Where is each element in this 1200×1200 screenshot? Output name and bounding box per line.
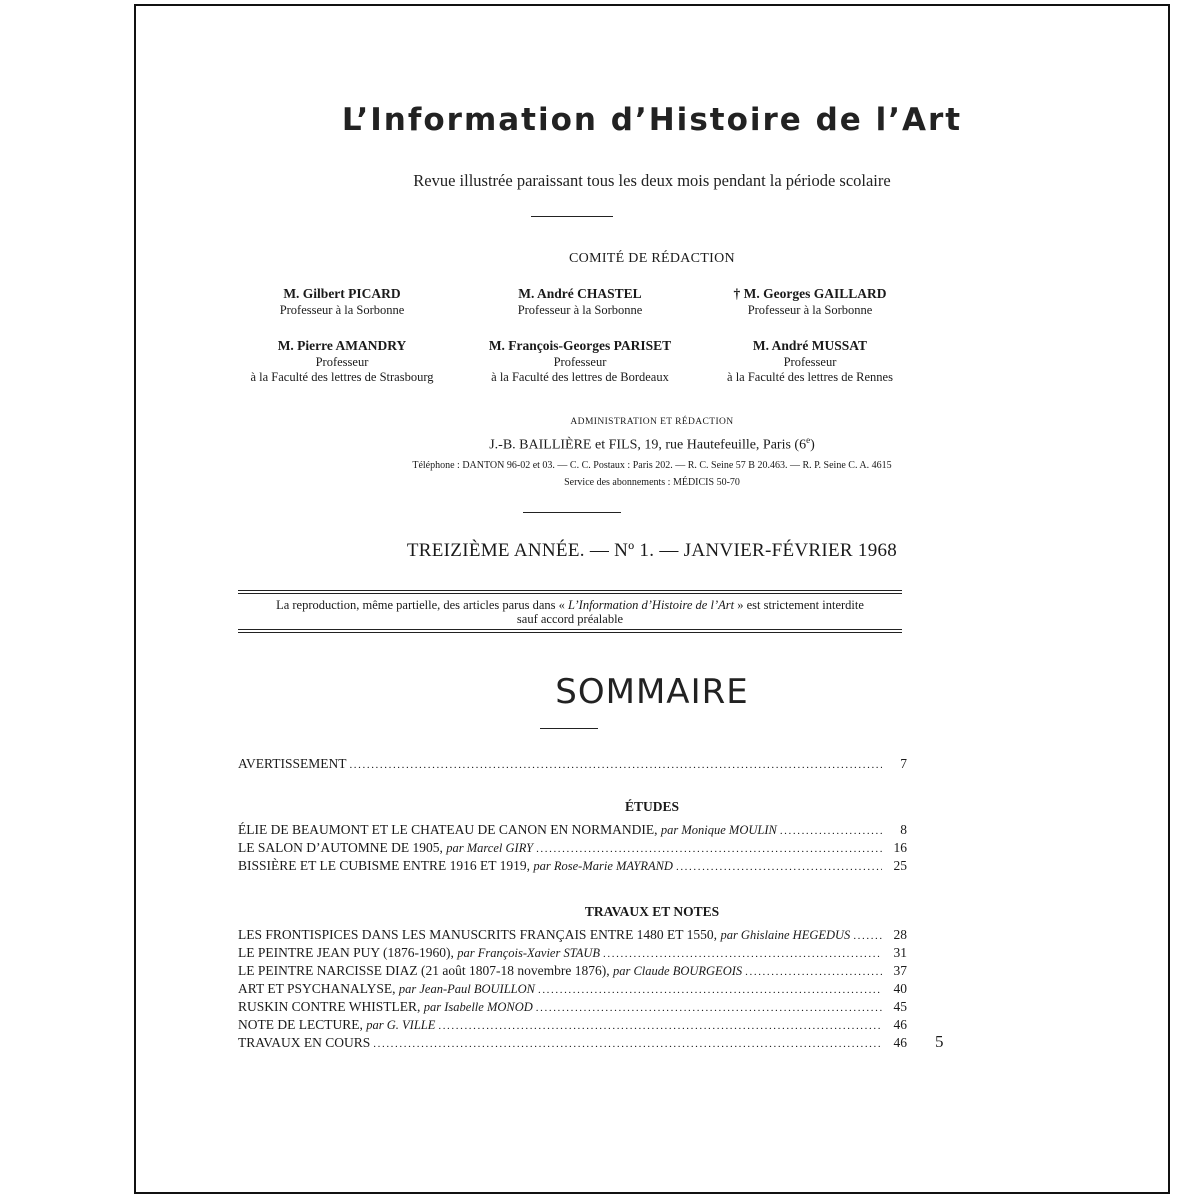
committee-heading: COMITÉ DE RÉDACTION	[569, 251, 735, 266]
article-title: LE PEINTRE NARCISSE DIAZ (21 août 1807-18 novembre 1876),	[238, 963, 613, 978]
leader-dots	[538, 981, 882, 999]
article-author-prefix: par Jean-Paul	[398, 982, 474, 996]
toc-entry[interactable]	[238, 944, 907, 963]
toc-entry-title	[238, 839, 533, 857]
member-title: Professeur	[783, 355, 837, 369]
toc-entry-title	[238, 962, 742, 980]
toc-entry[interactable]	[238, 926, 907, 945]
article-title: NOTE DE LECTURE,	[238, 1017, 367, 1032]
toc-page-number: 7	[900, 756, 907, 771]
toc-entry-title	[238, 857, 673, 875]
toc-entry[interactable]	[238, 1016, 907, 1035]
toc-page-number: 31	[893, 945, 907, 960]
article-author: STAUB	[563, 946, 601, 960]
toc-entry[interactable]	[238, 980, 907, 999]
notice-text-end: » est strictement interdite	[734, 598, 864, 612]
leader-dots	[603, 945, 882, 963]
leader-dots	[349, 756, 882, 774]
notice-rule-bottom	[238, 632, 902, 633]
divider	[523, 512, 621, 513]
notice-rule-top	[238, 590, 902, 591]
notice-second-line: sauf accord préalable	[516, 612, 624, 626]
leader-dots	[373, 1035, 882, 1053]
committee-member	[209, 337, 475, 385]
issue-line: TREIZIÈME ANNÉE. — Nº 1. — JANVIER-FÉVRIER 1968	[406, 540, 898, 561]
divider	[540, 728, 598, 729]
member-name: M. Gilbert PICARD	[283, 286, 401, 301]
toc-page-number: 16	[893, 840, 907, 855]
article-title: LES FRONTISPICES DANS LES MANUSCRITS FRANÇAIS ENTRE 1480 ET 1550,	[238, 927, 721, 942]
publisher-text-end: )	[810, 437, 815, 453]
toc-entry-title	[238, 926, 850, 944]
article-title: LE PEINTRE JEAN PUY (1876-1960),	[238, 945, 458, 960]
article-title: RUSKIN CONTRE WHISTLER,	[238, 999, 424, 1014]
journal-subtitle: Revue illustrée paraissant tous les deux mois pendant la période scolaire	[413, 171, 891, 190]
article-author: GIRY	[505, 841, 534, 855]
toc-page-number: 45	[893, 999, 907, 1014]
section-heading-travaux-et-notes: TRAVAUX ET NOTES	[584, 904, 720, 919]
administration-heading: ADMINISTRATION ET RÉDACTION	[570, 417, 734, 427]
toc-entry-title	[238, 1016, 435, 1034]
committee-member	[677, 337, 943, 385]
leader-dots	[853, 927, 882, 945]
toc-entry[interactable]	[238, 755, 907, 774]
notice-rule-bottom-inner	[238, 629, 902, 630]
toc-entry[interactable]	[238, 1034, 907, 1053]
toc-entry[interactable]	[238, 821, 907, 840]
member-name: M. Pierre AMANDRY	[277, 338, 407, 353]
article-author-prefix: par Rose-Marie	[533, 859, 617, 873]
article-author-prefix: par Marcel	[446, 841, 506, 855]
toc-entry-title	[238, 755, 346, 773]
toc-page-number: 40	[893, 981, 907, 996]
member-name: M. André MUSSAT	[752, 338, 868, 353]
member-title: Professeur	[315, 355, 369, 369]
article-author-prefix: par Isabelle	[423, 1000, 487, 1014]
member-title: Professeur à la Sorbonne	[517, 303, 643, 317]
member-title: Professeur à la Sorbonne	[279, 303, 405, 317]
toc-page-number: 25	[893, 858, 907, 873]
article-title: LE SALON D’AUTOMNE DE 1905,	[238, 840, 447, 855]
article-title: BISSIÈRE ET LE CUBISME ENTRE 1916 ET 1919,	[238, 858, 534, 873]
article-title: AVERTISSEMENT	[238, 756, 347, 771]
page-folio: 5	[935, 1032, 944, 1051]
toc-entry-title	[238, 998, 533, 1016]
subscription-service: Service des abonnements : MÉDICIS 50-70	[564, 477, 740, 488]
member-name: M. François-Georges PARISET	[488, 338, 672, 353]
committee-member	[447, 337, 713, 385]
article-author-prefix: par Ghislaine	[720, 928, 793, 942]
notice-rule-top-inner	[238, 593, 902, 594]
member-faculty: à la Faculté des lettres de Rennes	[727, 370, 893, 384]
leader-dots	[676, 858, 882, 876]
member-title: Professeur	[553, 355, 607, 369]
leader-dots	[536, 999, 882, 1017]
toc-entry-title	[238, 1034, 370, 1052]
article-author: MAYRAND	[616, 859, 673, 873]
contact-line: Téléphone : DANTON 96-02 et 03. — C. C. Postaux : Paris 202. — R. C. Seine 57 B 20.463. — R. P. Seine C. A. 4615	[412, 460, 892, 471]
article-title: ART ET PSYCHANALYSE,	[238, 981, 399, 996]
member-title: Professeur à la Sorbonne	[747, 303, 873, 317]
article-author: BOURGEOIS	[672, 964, 743, 978]
article-author: MONOD	[486, 1000, 533, 1014]
divider	[531, 216, 613, 217]
notice-journal-name: L’Information d’Histoire de l’Art	[568, 598, 735, 612]
leader-dots	[536, 840, 882, 858]
article-author: MOULIN	[728, 823, 777, 837]
member-name: † M. Georges GAILLARD	[733, 286, 887, 301]
article-title: TRAVAUX EN COURS	[238, 1035, 371, 1050]
toc-page-number: 46	[893, 1017, 907, 1032]
toc-page-number: 8	[900, 822, 907, 837]
toc-page-number: 37	[893, 963, 907, 978]
toc-entry[interactable]	[238, 839, 907, 858]
article-author: HEGEDUS	[792, 928, 851, 942]
sommaire-heading: SOMMAIRE	[555, 672, 749, 712]
toc-entry[interactable]	[238, 962, 907, 981]
toc-entry-title	[238, 980, 535, 998]
toc-entry-title	[238, 821, 777, 839]
committee-member	[692, 285, 928, 318]
article-title: ÉLIE DE BEAUMONT ET LE CHATEAU DE CANON EN NORMANDIE,	[238, 822, 661, 837]
article-author-prefix: par François-Xavier	[457, 946, 564, 960]
journal-title: L’Information d’Histoire de l’Art	[341, 102, 963, 138]
reproduction-notice	[238, 598, 902, 626]
committee-member	[224, 285, 460, 318]
leader-dots	[438, 1017, 882, 1035]
committee-member	[462, 285, 698, 318]
toc-entry[interactable]	[238, 998, 907, 1017]
member-faculty: à la Faculté des lettres de Bordeaux	[491, 370, 669, 384]
toc-page-number: 28	[893, 927, 907, 942]
member-name: M. André CHASTEL	[518, 286, 642, 301]
article-author-prefix: par G.	[366, 1018, 403, 1032]
notice-text: La reproduction, même partielle, des articles parus dans «	[276, 598, 568, 612]
member-faculty: à la Faculté des lettres de Strasbourg	[250, 370, 434, 384]
publisher-address	[134, 435, 1170, 454]
article-author-prefix: par Claude	[612, 964, 673, 978]
arrondissement-superscript: e	[806, 435, 811, 445]
article-author-prefix: par Monique	[660, 823, 729, 837]
toc-page-number: 46	[893, 1035, 907, 1050]
article-author: BOUILLON	[473, 982, 535, 996]
leader-dots	[780, 822, 882, 840]
section-heading-etudes: ÉTUDES	[624, 799, 680, 814]
leader-dots	[745, 963, 882, 981]
toc-entry[interactable]	[238, 857, 907, 876]
toc-entry-title	[238, 944, 600, 962]
publisher-text: J.-B. BAILLIÈRE et FILS, 19, rue Hautefeuille, Paris (6	[489, 437, 807, 453]
article-author: VILLE	[402, 1018, 436, 1032]
